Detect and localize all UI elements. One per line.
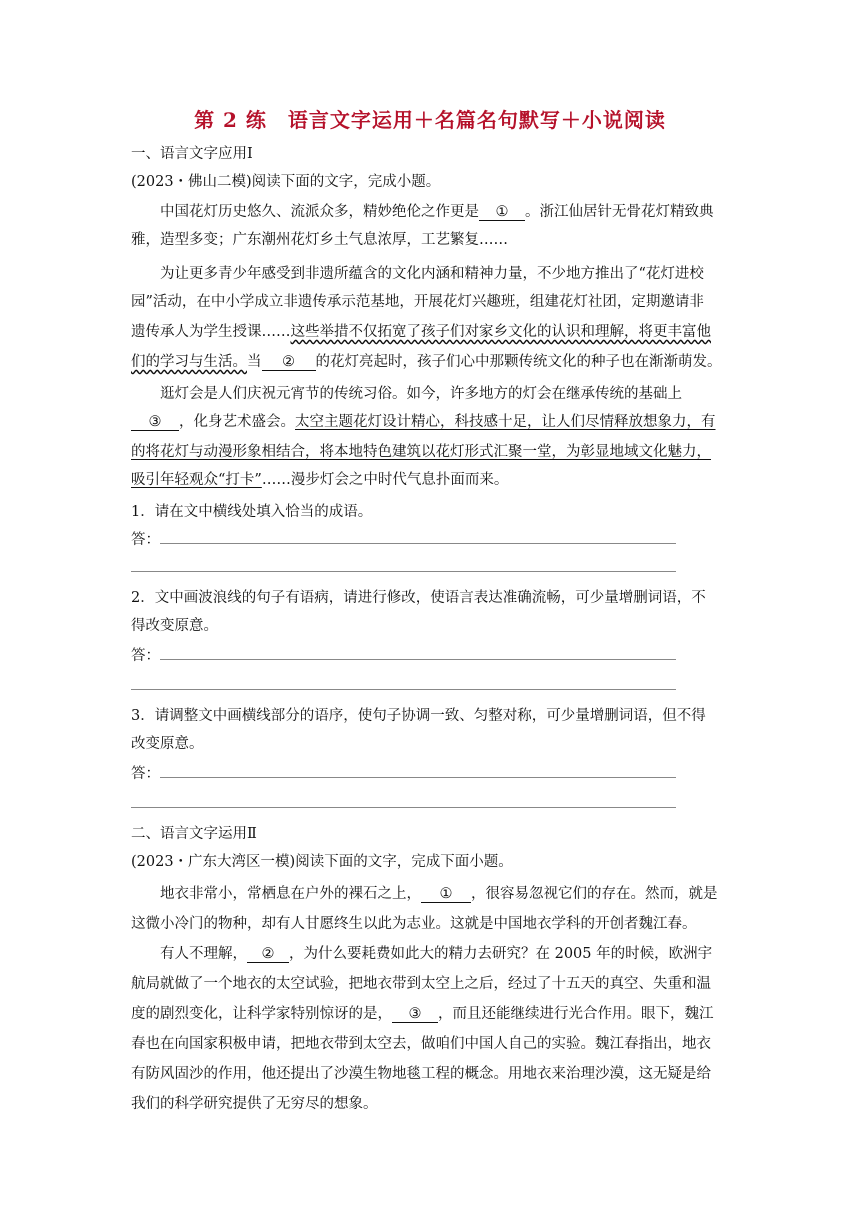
paragraph-line: ③ ，化身艺术盛会。太空主题花灯设计精心，科技感十足，让人们尽情释放想象力，有 xyxy=(131,412,716,432)
question-1: 1．请在文中横线处填入恰当的成语。 xyxy=(131,504,373,520)
paragraph-line: 地衣非常小，常栖息在户外的裸石之上， ① ，很容易忽视它们的存在。然而，就是 xyxy=(160,886,718,902)
paragraph-line xyxy=(131,442,711,462)
paragraph-line: 园”活动，在中小学成立非遗传承示范基地，开展花灯兴趣班，组建花灯社团，定期邀请非 xyxy=(131,294,704,310)
paragraph-line: 雅，造型多变；广东潮州花灯乡土气息浓厚，工艺繁复…… xyxy=(131,232,508,248)
wavy-underlined-sentence: 们的学习与生活。 xyxy=(131,354,247,370)
paragraph-line: 中国花灯历史悠久、流派众多，精妙绝伦之作更是 ① 。浙江仙居针无骨花灯精致典 xyxy=(160,204,714,220)
blank-2: ② xyxy=(262,354,316,371)
paragraph-line: 有防风固沙的作用，他还提出了沙漠生物地毯工程的概念。用地衣来治理沙漠，这无疑是给 xyxy=(131,1066,711,1082)
question-3-cont: 改变原意。 xyxy=(131,736,204,752)
section2-heading: 二、语言文字运用Ⅱ xyxy=(131,826,257,842)
blank-2: ② xyxy=(247,946,289,963)
paragraph-line: 有人不理解， ② ，为什么要耗费如此大的精力去研究？在 2005 年的时候，欧洲宇 xyxy=(160,946,713,962)
underlined-sentence: 太空主题花灯设计精心，科技感十足，让人们尽情释放想象力，有 xyxy=(295,414,716,430)
section1-heading: 一、语言文字应用Ⅰ xyxy=(131,146,253,162)
answer-label: 答： xyxy=(131,648,160,664)
answer-line[interactable] xyxy=(160,543,676,544)
answer-line[interactable] xyxy=(131,571,676,572)
blank-3: ③ xyxy=(392,1006,438,1023)
answer-label: 答： xyxy=(131,532,160,548)
answer-label: 答： xyxy=(131,766,160,782)
question-3: 3．请调整文中画横线部分的语序，使句子协调一致、匀整对称，可少量增删词语，但不得 xyxy=(131,708,706,724)
paragraph-line: 遗传承人为学生授课……这些举措不仅拓宽了孩子们对家乡文化的认识和理解，将更丰富他 xyxy=(131,324,711,340)
paragraph-line: 我们的科学研究提供了无穷尽的想象。 xyxy=(131,1096,378,1112)
paragraph-line: 度的剧烈变化，让科学家特别惊讶的是， ③ ，而且还能继续进行光合作用。眼下，魏江 xyxy=(131,1006,714,1022)
blank-1: ① xyxy=(421,886,471,903)
paragraph-line: 吸引年轻观众“打卡”……漫步灯会之中时代气息扑面而来。 xyxy=(131,472,509,488)
wavy-underlined-sentence: 这些举措不仅拓宽了孩子们对家乡文化的认识和理解，将更丰富他 xyxy=(290,324,711,340)
page-title: 第 2 练 语言文字运用＋名篇名句默写＋小说阅读 xyxy=(194,108,666,132)
paragraph-line: 航局就做了一个地衣的太空试验，把地衣带到太空上之后，经过了十五天的真空、失重和温 xyxy=(131,976,711,992)
question-2: 2．文中画波浪线的句子有语病，请进行修改，使语言表达准确流畅，可少量增删词语，不 xyxy=(131,590,706,606)
answer-line[interactable] xyxy=(160,659,676,660)
blank-3: ③ xyxy=(131,414,179,431)
underlined-sentence: 的将花灯与动漫形象相结合，将本地特色建筑以花灯形式汇聚一堂，为彰显地域文化魅力， xyxy=(131,444,711,460)
question-2-cont: 得改变原意。 xyxy=(131,618,218,634)
answer-line[interactable] xyxy=(131,807,676,808)
paragraph-line: 逛灯会是人们庆祝元宵节的传统习俗。如今，许多地方的灯会在继承传统的基础上 xyxy=(160,386,682,402)
section2-source: (2023・广东大湾区一模)阅读下面的文字，完成下面小题。 xyxy=(131,854,513,870)
section1-source: (2023・佛山二模)阅读下面的文字，完成小题。 xyxy=(131,174,441,190)
paragraph-line: 们的学习与生活。当 ② 的花灯亮起时，孩子们心中那颗传统文化的种子也在渐渐萌发。 xyxy=(131,354,722,370)
paragraph-line: 为让更多青少年感受到非遗所蕴含的文化内涵和精神力量，不少地方推出了“花灯进校 xyxy=(160,266,704,282)
blank-1: ① xyxy=(479,204,525,221)
answer-line[interactable] xyxy=(131,689,676,690)
paragraph-line: 春也在向国家积极申请，把地衣带到太空去，做咱们中国人自己的实验。魏江春指出，地衣 xyxy=(131,1036,711,1052)
paragraph-line: 这微小冷门的物种，却有人甘愿终生以此为志业。这就是中国地衣学科的开创者魏江春。 xyxy=(131,916,697,932)
answer-line[interactable] xyxy=(160,777,676,778)
underlined-sentence: 吸引年轻观众“打卡” xyxy=(131,472,262,488)
